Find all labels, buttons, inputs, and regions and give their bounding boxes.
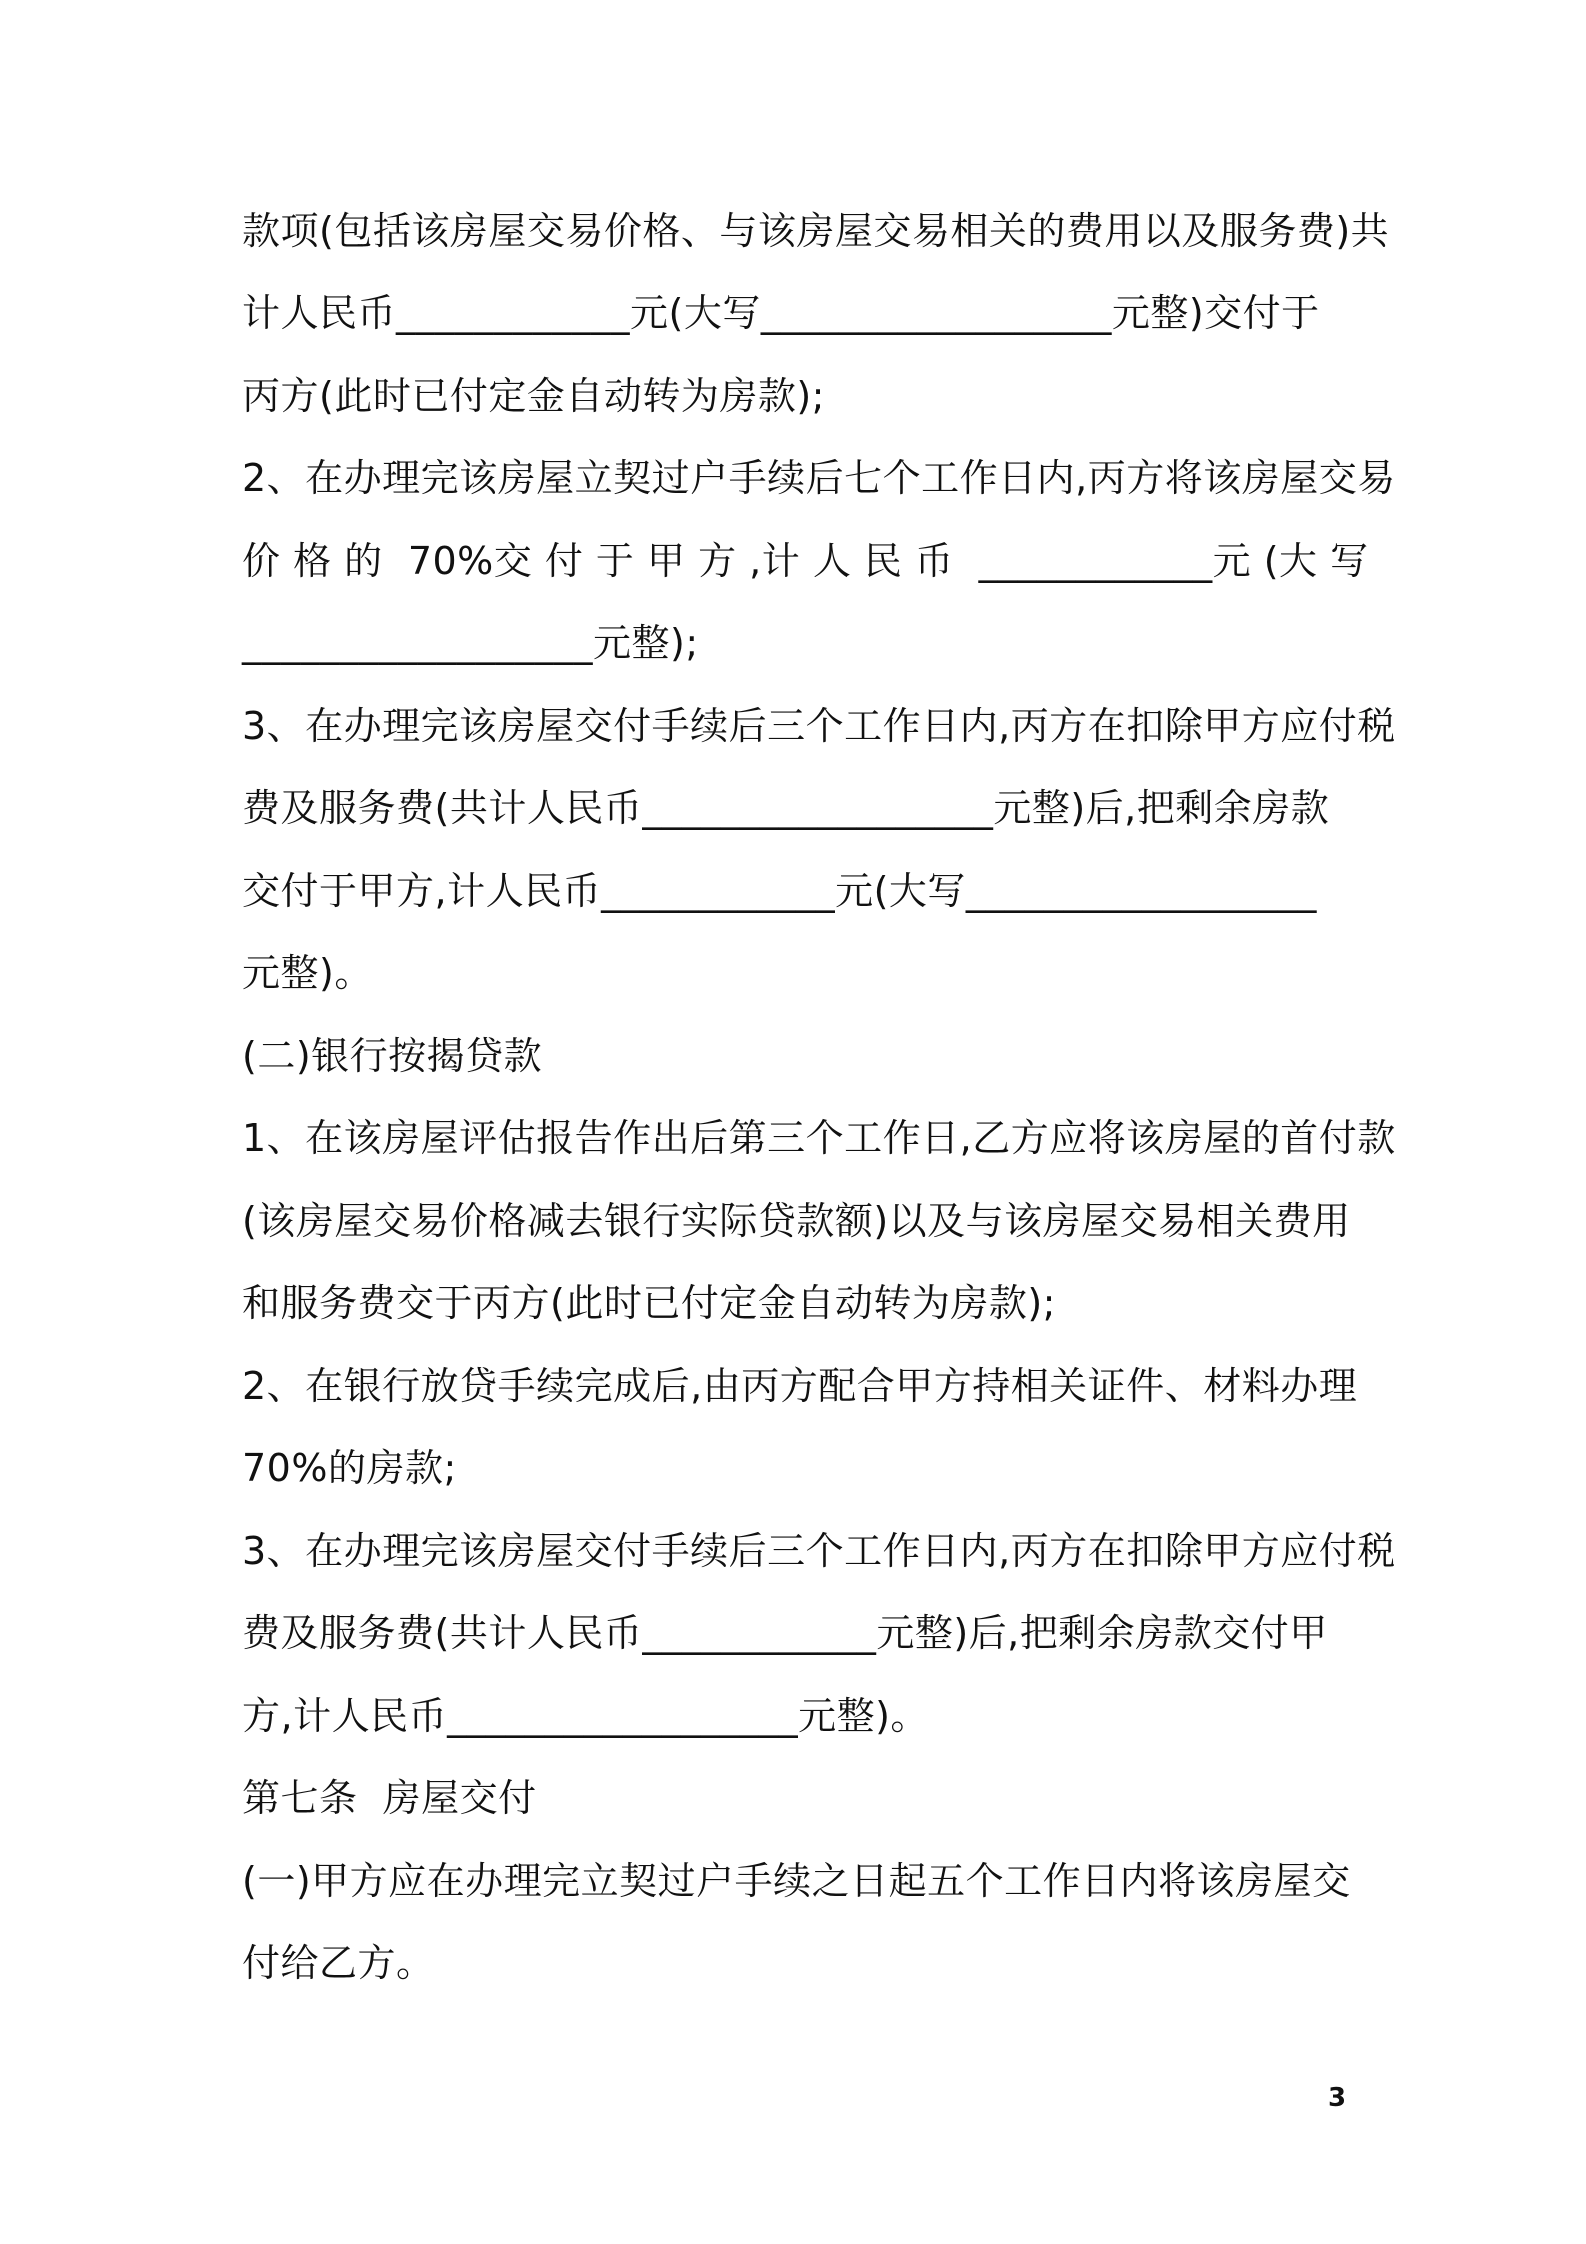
text-line: __________________元整); (242, 621, 699, 665)
article-heading: 第七条 房屋交付 (242, 1776, 537, 1820)
text-line: 价 格 的 70%交 付 于 甲 方 ,计 人 民 币 ____________元 (大 写 (242, 539, 1369, 583)
text-line: (一)甲方应在办理完立契过户手续之日起五个工作日内将该房屋交 (242, 1859, 1351, 1903)
text-line: 元整)。 (242, 951, 373, 995)
text-line: 费及服务费(共计人民币__________________元整)后,把剩余房款 (242, 786, 1330, 830)
text-line: 1、在该房屋评估报告作出后第三个工作日,乙方应将该房屋的首付款 (242, 1116, 1396, 1160)
text-line: 丙方(此时已付定金自动转为房款); (242, 374, 825, 418)
text-line: 3、在办理完该房屋交付手续后三个工作日内,丙方在扣除甲方应付税 (242, 1529, 1396, 1573)
text-line: 款项(包括该房屋交易价格、与该房屋交易相关的费用以及服务费)共 (242, 209, 1390, 253)
text-line: 方,计人民币__________________元整)。 (242, 1694, 929, 1738)
text-line: 付给乙方。 (242, 1941, 435, 1985)
section-heading: (二)银行按揭贷款 (242, 1034, 543, 1078)
text-line: 费及服务费(共计人民币____________元整)后,把剩余房款交付甲 (242, 1611, 1328, 1655)
text-line: 2、在办理完该房屋立契过户手续后七个工作日内,丙方将该房屋交易 (242, 456, 1396, 500)
text-line: 70%的房款; (242, 1446, 457, 1490)
text-line: 计人民币____________元(大写__________________元整)交付于 (242, 291, 1320, 335)
text-line: (该房屋交易价格减去银行实际贷款额)以及与该房屋交易相关费用 (242, 1199, 1351, 1243)
text-line: 2、在银行放贷手续完成后,由丙方配合甲方持相关证件、材料办理 (242, 1364, 1358, 1408)
text-line: 和服务费交于丙方(此时已付定金自动转为房款); (242, 1281, 1056, 1325)
page-number: 3 (1328, 2083, 1347, 2113)
text-line: 3、在办理完该房屋交付手续后三个工作日内,丙方在扣除甲方应付税 (242, 704, 1396, 748)
text-line: 交付于甲方,计人民币____________元(大写__________________ (242, 869, 1317, 913)
